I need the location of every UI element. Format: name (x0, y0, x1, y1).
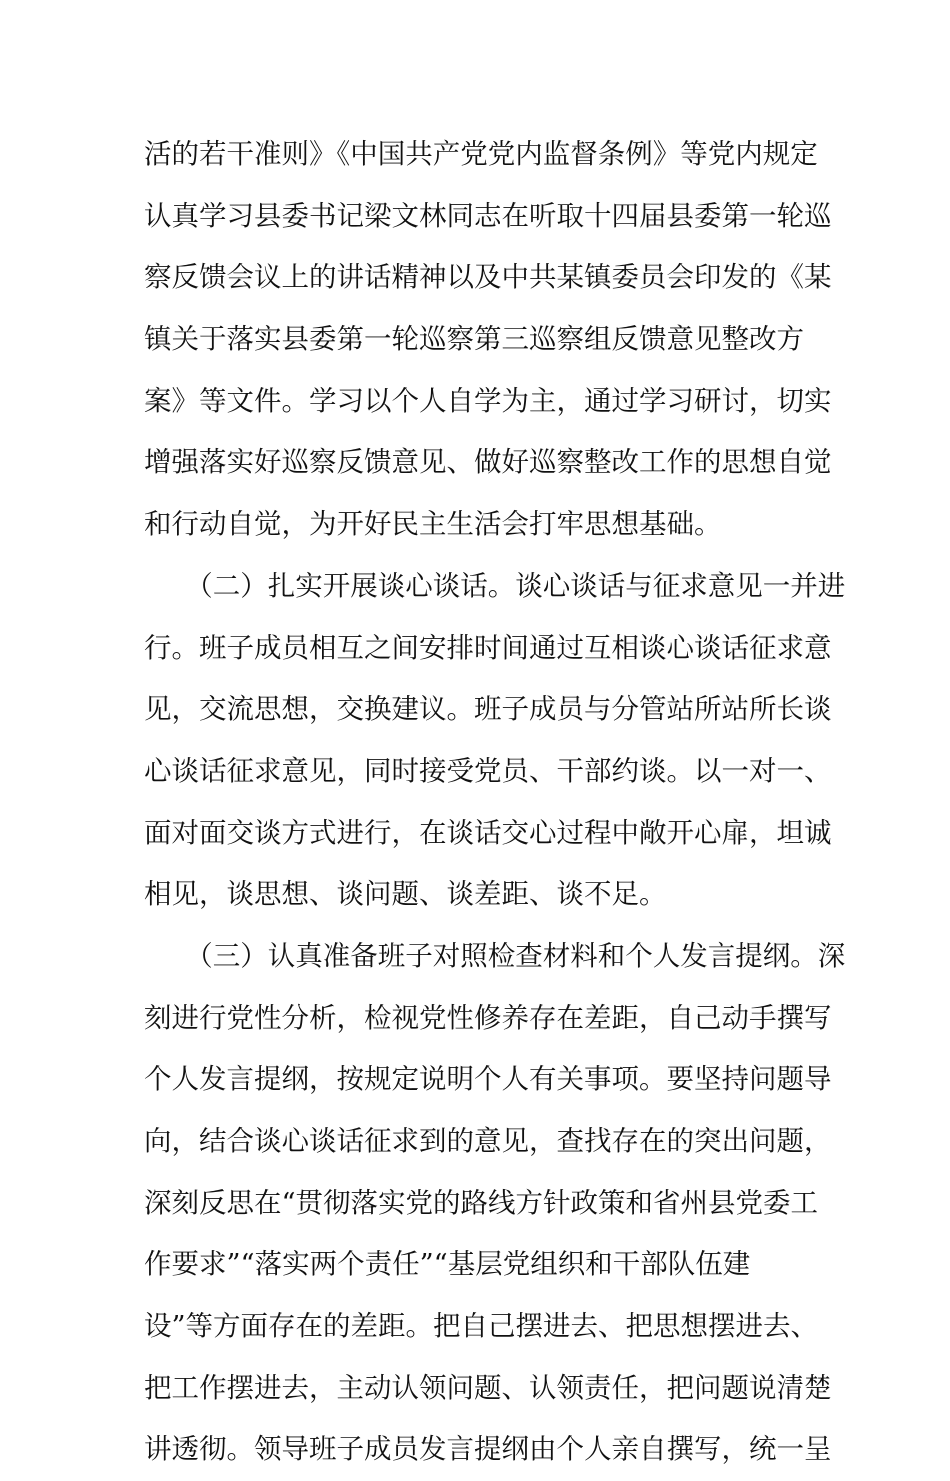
text-line: （三）认真准备班子对照检查材料和个人发言提纲。深 (144, 939, 846, 972)
text-line: 深刻反思在“贯彻落实党的路线方针政策和省州县党委工 (144, 1186, 819, 1219)
text-line: 案》等文件。学习以个人自学为主，通过学习研讨，切实 (144, 384, 832, 417)
text-line: 增强落实好巡察反馈意见、做好巡察整改工作的思想自觉 (144, 446, 832, 479)
text-line: 察反馈会议上的讲话精神以及中共某镇委员会印发的《某 (144, 261, 832, 294)
text-line: 和行动自觉，为开好民主生活会打牢思想基础。 (144, 508, 722, 541)
text-line: 见，交流思想，交换建议。班子成员与分管站所站所长谈 (144, 693, 832, 726)
text-line: 面对面交谈方式进行，在谈话交心过程中敞开心扉，坦诚 (144, 816, 832, 849)
text-line: 认真学习县委书记梁文林同志在听取十四届县委第一轮巡 (144, 199, 832, 232)
text-line: 行。班子成员相互之间安排时间通过互相谈心谈话征求意 (144, 631, 832, 664)
text-line: 个人发言提纲，按规定说明个人有关事项。要坚持问题导 (144, 1063, 832, 1096)
body-text (144, 124, 846, 1481)
text-line: 作要求”“落实两个责任”“基层党组织和干部队伍建 (144, 1248, 751, 1281)
text-line: （二）扎实开展谈心谈话。谈心谈话与征求意见一并进 (144, 569, 846, 602)
text-line: 活的若干准则》《中国共产党党内监督条例》等党内规定 (144, 138, 818, 170)
text-line: 讲透彻。领导班子成员发言提纲由个人亲自撰写，统一呈 (144, 1433, 832, 1466)
text-line: 刻进行党性分析，检视党性修养存在差距，自己动手撰写 (144, 1001, 832, 1034)
text-line: 镇关于落实县委第一轮巡察第三巡察组反馈意见整改方 (144, 323, 804, 356)
text-line: 设”等方面存在的差距。把自己摆进去、把思想摆进去、 (144, 1310, 819, 1343)
text-line: 向，结合谈心谈话征求到的意见，查找存在的突出问题， (144, 1125, 832, 1157)
text-line: 相见，谈思想、谈问题、谈差距、谈不足。 (144, 878, 667, 911)
text-line: 心谈话征求意见，同时接受党员、干部约谈。以一对一、 (144, 754, 832, 787)
text-line: 把工作摆进去，主动认领问题、认领责任，把问题说清楚 (144, 1371, 832, 1404)
